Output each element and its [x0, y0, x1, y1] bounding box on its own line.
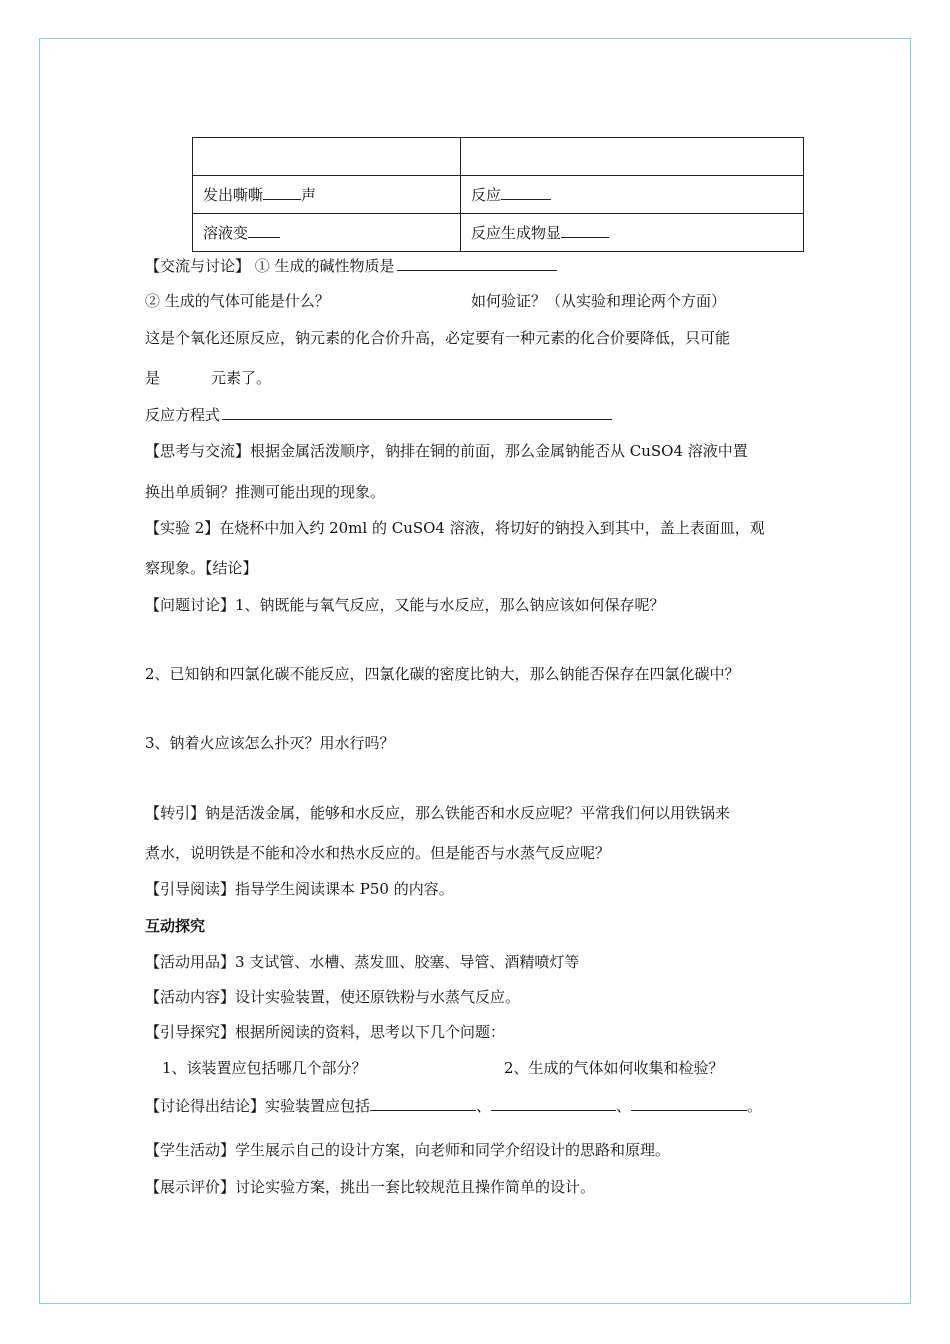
section-heading: 互动探究 [145, 917, 206, 935]
fill-blank[interactable] [491, 1096, 616, 1111]
paragraph-line: 换出单质铜？推测可能出现的现象。 [145, 483, 386, 501]
question-item: 2、生成的气体如何收集和检验？ [504, 1059, 724, 1077]
table-cell: 反应 [461, 176, 804, 214]
paragraph-line: 【展示评价】讨论实验方案，挑出一套比较规范且操作简单的设计。 [145, 1178, 596, 1196]
fill-blank[interactable] [248, 223, 280, 238]
table-cell: 反应生成物显 [461, 214, 804, 252]
paragraph-line: 3、钠着火应该怎么扑灭？用水行吗？ [145, 734, 395, 752]
fill-blank[interactable] [263, 185, 301, 200]
table-row [193, 176, 804, 214]
discussion-line: 【交流与讨论】 ① 生成的碱性物质是 [145, 256, 557, 276]
fill-blank[interactable] [631, 1096, 747, 1111]
fill-blank[interactable] [397, 256, 557, 271]
table-row [193, 214, 804, 252]
question-gas: ② 生成的气体可能是什么？ [145, 292, 330, 310]
fill-blank[interactable] [370, 1096, 476, 1111]
paragraph-line: 【实验 2】在烧杯中加入约 20ml 的 CuSO4 溶液，将切好的钠投入到其中，盖上表面皿，观 [145, 519, 765, 537]
paragraph-line: 煮水，说明铁是不能和冷水和热水反应的。但是能否与水蒸气反应呢？ [145, 844, 611, 862]
table-cell [461, 138, 804, 176]
table-cell [193, 138, 461, 176]
paragraph-line: 【学生活动】学生展示自己的设计方案，向老师和同学介绍设计的思路和原理。 [145, 1141, 671, 1159]
experiment-table [192, 137, 804, 252]
paragraph-line: 是 [145, 369, 161, 387]
question-verify: 如何验证？（从实验和理论两个方面） [471, 292, 727, 310]
table-row [193, 138, 804, 176]
paragraph-line: 【引导探究】根据所阅读的资料，思考以下几个问题： [145, 1023, 506, 1041]
question-item: 1、该装置应包括哪几个部分？ [162, 1059, 367, 1077]
table-cell: 发出嘶嘶 声 [193, 176, 461, 214]
paragraph-line: 【活动内容】设计实验装置，使还原铁粉与水蒸气反应。 [145, 988, 521, 1006]
conclusion-line: 【讨论得出结论】实验装置应包括 、 、 。 [145, 1097, 763, 1115]
paragraph-line: 【思考与交流】根据金属活泼顺序，钠排在铜的前面，那么金属钠能否从 CuSO4 溶液中置 [145, 442, 748, 460]
paragraph-line: 这是个氧化还原反应，钠元素的化合价升高，必定要有一种元素的化合价要降低，只可能 [145, 329, 731, 347]
paragraph-line: 【转引】钠是活泼金属，能够和水反应，那么铁能否和水反应呢？平常我们何以用铁锅来 [145, 804, 731, 822]
fill-blank[interactable] [561, 223, 609, 238]
paragraph-line: 【活动用品】3 支试管、水槽、蒸发皿、胶塞、导管、酒精喷灯等 [145, 953, 580, 971]
equation-line: 反应方程式 [145, 405, 612, 425]
table-cell: 溶液变 [193, 214, 461, 252]
paragraph-line: 察现象。【结论】 [145, 559, 258, 577]
paragraph-line: 【引导阅读】指导学生阅读课本 P50 的内容。 [145, 880, 454, 898]
paragraph-line: 元素了。 [211, 369, 272, 387]
paragraph-line: 【问题讨论】1、钠既能与氧气反应，又能与水反应，那么钠应该如何保存呢？ [145, 596, 665, 614]
fill-blank[interactable] [501, 185, 551, 200]
paragraph-line: 2、已知钠和四氯化碳不能反应，四氯化碳的密度比钠大，那么钠能否保存在四氯化碳中？ [145, 665, 740, 683]
fill-blank[interactable] [222, 405, 612, 420]
